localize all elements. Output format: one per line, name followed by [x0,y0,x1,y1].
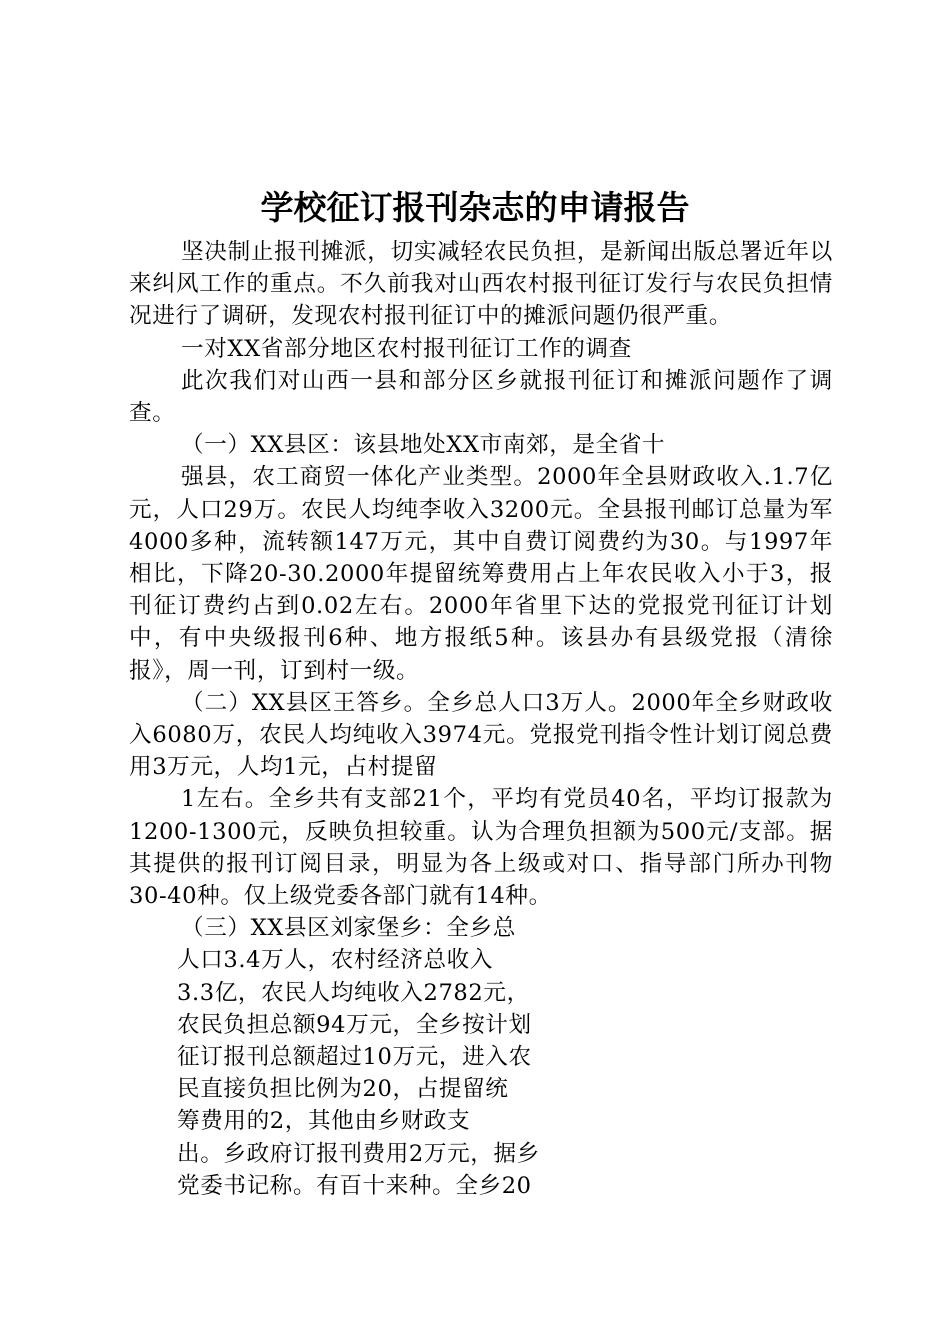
narrow-line: 出。乡政府订报刊费用2万元，据乡 [177,1140,540,1167]
narrow-line: 人口3.4万人，农村经济总收入 [177,947,494,974]
document-body [129,236,833,1202]
paragraph-survey-scope: 此次我们对山西一县和部分区乡就报刊征订和摊派问题作了调查。 [129,367,833,427]
narrow-line: 农民负担总额94万元，全乡按计划 [177,1011,532,1038]
narrow-line: 筹费用的2，其他由乡财政支 [177,1108,471,1135]
narrow-line: 3.3亿，农民人均纯收入2782元， [177,979,530,1006]
narrow-line: 党委书记称。有百十来种。全乡20 [177,1172,532,1199]
paragraph-township-one: （二）XX县区王答乡。全乡总人口3万人。2000年全乡财政收入6080万，农民人均纯收入3974元。党报党刊指令性计划订阅总费用3万元，人均1元，占村提留 [129,689,833,781]
paragraph-section-heading: 一对XX省部分地区农村报刊征订工作的调查 [181,335,632,362]
narrow-line: 民直接负担比例为20，占提留统 [177,1076,509,1103]
paragraph-township-two-heading: （三）XX县区刘家堡乡：全乡总 [181,915,516,942]
paragraph-county-heading: （一）XX县区：该县地处XX市南郊，是全省十 [181,432,666,459]
paragraph-township-one-continued: 1左右。全乡共有支部21个，平均有党员40名，平均订报款为1200-1300元，反映负担较重。认为合理负担额为500元/支部。据其提供的报刊订阅目录，明显为各上级或对口、指导部门所办刊物30-40种。仅上级党委各部门就有14种。 [129,786,833,910]
narrow-line: 征订报刊总额超过10万元，进入农 [177,1044,532,1071]
paragraph-intro: 坚决制止报刊摊派，切实减轻农民负担，是新闻出版总署近年以来纠风工作的重点。不久前我对山西农村报刊征订发行与农民负担情况进行了调研，发现农村报刊征订中的摊派问题仍很严重。 [129,239,833,330]
paragraph-county-details: 强县，农工商贸一体化产业类型。2000年全县财政收入.1.7亿元，人口29万。农民人均纯李收入3200元。全县报刊邮订总量为军4000多种，流转额147万元，其中自费订阅费约为30。与1997年相比，下降20-30.2000年提留统筹费用占上年农民收入小于3，报刊征订费约占到0.02左右。2000年省里下达的党报党刊征订计划中，有中央级报刊6种、地方报纸5种。该县办有县级党报（清徐报》，周一刊，订到村一级。 [129,464,833,684]
document-title: 学校征订报刊杂志的申请报告 [260,188,690,227]
narrow-column-text [129,944,833,1202]
